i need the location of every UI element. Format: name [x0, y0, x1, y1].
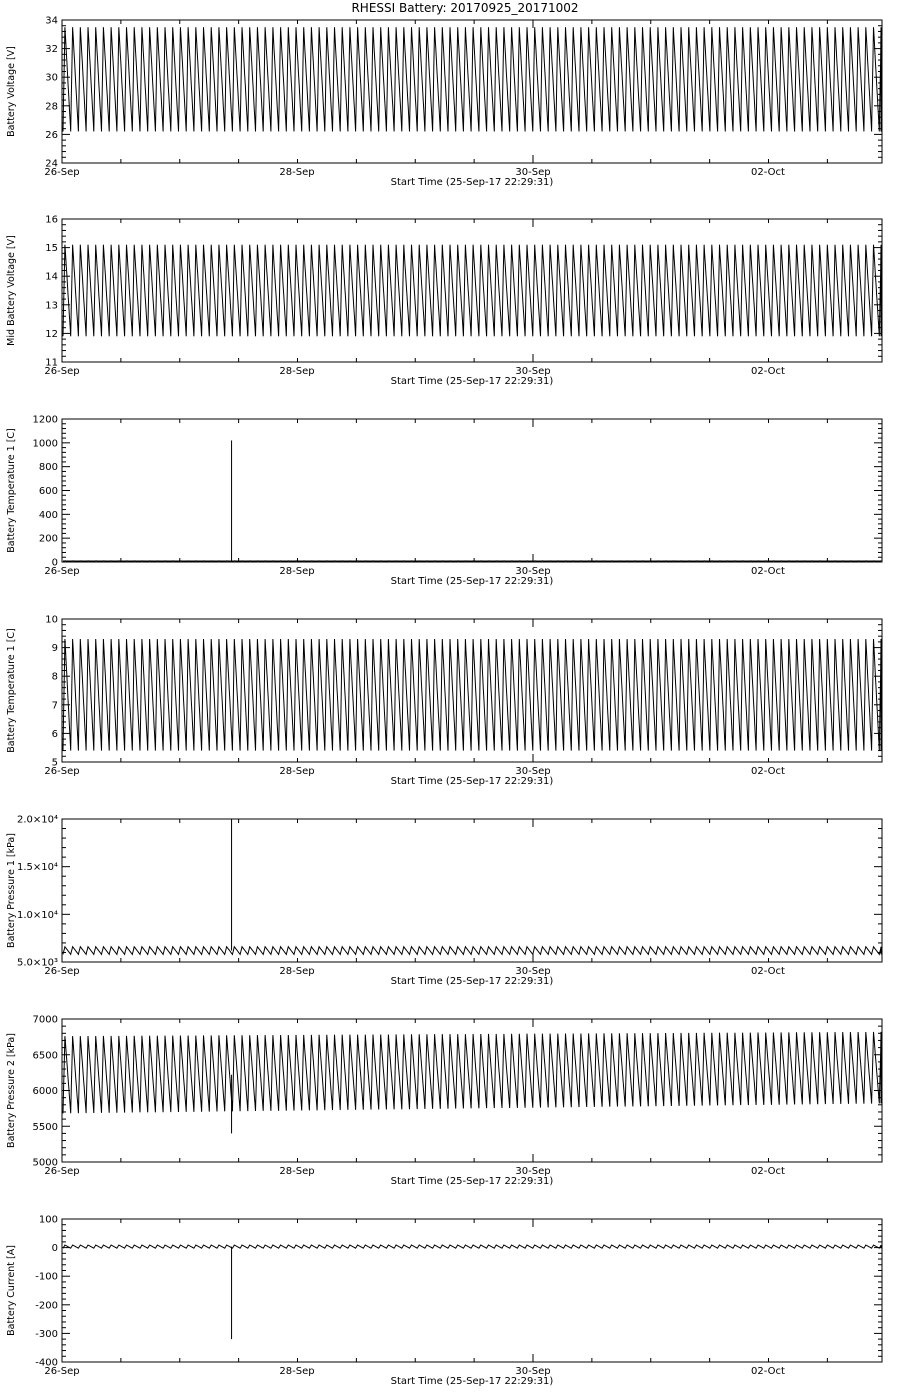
data-series-line [63, 639, 881, 751]
x-axis-label: Start Time (25-Sep-17 22:29:31) [390, 1176, 554, 1187]
panel-1 [6, 16, 882, 189]
y-axis-label: Mid Battery Voltage [V] [6, 235, 17, 346]
x-tick-label: 30-Sep [515, 966, 551, 977]
x-tick-label: 26-Sep [44, 167, 80, 178]
x-axis-label: Start Time (25-Sep-17 22:29:31) [390, 177, 554, 188]
x-axis-label: Start Time (25-Sep-17 22:29:31) [390, 576, 554, 587]
y-tick-label: 34 [45, 15, 58, 27]
y-tick-label: 2.0×10⁴ [16, 814, 58, 826]
data-series-line [63, 27, 881, 131]
y-tick-label: 6 [51, 728, 58, 740]
panel-4 [6, 615, 882, 788]
y-tick-label: 8 [51, 671, 58, 683]
x-tick-label: 30-Sep [515, 1166, 551, 1177]
x-tick-label: 28-Sep [279, 366, 315, 377]
x-axis-label: Start Time (25-Sep-17 22:29:31) [390, 976, 554, 987]
x-tick-label: 30-Sep [515, 566, 551, 577]
y-axis-label: Battery Pressure 1 [kPa] [6, 833, 17, 948]
x-tick-label: 02-Oct [751, 966, 785, 977]
x-tick-label: 02-Oct [751, 366, 785, 377]
y-tick-label: 30 [45, 72, 58, 84]
x-tick-label: 26-Sep [44, 1366, 80, 1377]
x-tick-label: 30-Sep [515, 366, 551, 377]
y-tick-label: 100 [38, 1214, 58, 1226]
x-tick-label: 26-Sep [44, 966, 80, 977]
x-tick-label: 02-Oct [751, 1366, 785, 1377]
y-tick-label: -200 [35, 1300, 58, 1312]
y-tick-label: 7 [51, 700, 58, 712]
y-tick-label: 6500 [32, 1050, 58, 1062]
y-tick-label: 24 [45, 158, 58, 170]
data-series-line [63, 1245, 881, 1248]
y-tick-label: 15 [45, 243, 58, 255]
y-tick-label: 5 [51, 757, 58, 769]
y-tick-label: 26 [45, 129, 58, 141]
y-tick-label: 5500 [32, 1121, 58, 1133]
y-tick-label: 12 [45, 328, 58, 340]
figure-title: RHESSI Battery: 20170925_20171002 [351, 1, 579, 15]
x-tick-label: 26-Sep [44, 766, 80, 777]
data-series-line [63, 245, 881, 337]
y-axis-label: Battery Pressure 2 [kPa] [6, 1033, 17, 1148]
panel-5 [6, 815, 882, 988]
y-tick-label: 10 [45, 614, 58, 626]
y-tick-label: 6000 [32, 1086, 58, 1097]
plot-frame [62, 819, 882, 962]
x-tick-label: 28-Sep [279, 1166, 315, 1177]
y-tick-label: 16 [45, 214, 58, 226]
x-tick-label: 30-Sep [515, 1366, 551, 1377]
x-tick-label: 26-Sep [44, 366, 80, 377]
x-tick-label: 28-Sep [279, 966, 315, 977]
x-tick-label: 02-Oct [751, 1166, 785, 1177]
y-tick-label: 28 [45, 101, 58, 113]
panel-2 [6, 215, 882, 388]
panel-6 [6, 1015, 882, 1188]
x-tick-label: 28-Sep [279, 1366, 315, 1377]
y-tick-label: 11 [45, 357, 58, 369]
y-tick-label: 800 [38, 462, 58, 474]
x-tick-label: 26-Sep [44, 566, 80, 577]
y-tick-label: 9 [51, 643, 58, 655]
y-axis-label: Battery Temperature 1 [C] [6, 428, 17, 553]
x-tick-label: 26-Sep [44, 1166, 80, 1177]
panel-7 [6, 1215, 882, 1388]
data-series-line [63, 947, 881, 955]
x-tick-label: 30-Sep [515, 167, 551, 178]
y-tick-label: 32 [45, 44, 58, 56]
y-tick-label: -100 [35, 1271, 58, 1283]
y-tick-label: 200 [38, 533, 58, 545]
y-axis-label: Battery Voltage [V] [6, 46, 17, 137]
y-tick-label: 0 [51, 1243, 58, 1255]
x-axis-label: Start Time (25-Sep-17 22:29:31) [390, 776, 554, 787]
plot-frame [62, 1219, 882, 1362]
y-tick-label: 1.5×10⁴ [16, 862, 58, 874]
data-series-line [63, 1032, 881, 1114]
x-tick-label: 30-Sep [515, 766, 551, 777]
y-tick-label: 5000 [32, 1157, 58, 1169]
y-tick-label: 0 [51, 557, 58, 569]
y-tick-label: 14 [45, 271, 58, 283]
plot-frame [62, 419, 882, 562]
y-tick-label: 400 [38, 509, 58, 521]
y-tick-label: 7000 [32, 1014, 58, 1026]
x-tick-label: 28-Sep [279, 566, 315, 577]
y-tick-label: 1.0×10⁴ [16, 909, 58, 921]
y-tick-label: -300 [35, 1328, 58, 1340]
y-tick-label: 5.0×10³ [16, 957, 58, 969]
x-tick-label: 02-Oct [751, 766, 785, 777]
x-tick-label: 28-Sep [279, 766, 315, 777]
x-tick-label: 28-Sep [279, 167, 315, 178]
y-tick-label: 13 [45, 300, 58, 312]
x-tick-label: 02-Oct [751, 566, 785, 577]
x-axis-label: Start Time (25-Sep-17 22:29:31) [390, 1376, 554, 1387]
x-tick-label: 02-Oct [751, 167, 785, 178]
y-tick-label: -400 [35, 1357, 58, 1369]
x-axis-label: Start Time (25-Sep-17 22:29:31) [390, 376, 554, 387]
y-tick-label: 1000 [32, 438, 58, 450]
y-axis-label: Battery Temperature 1 [C] [6, 628, 17, 753]
y-tick-label: 600 [38, 486, 58, 497]
y-tick-label: 1200 [32, 414, 58, 426]
panel-3 [6, 415, 882, 588]
y-axis-label: Battery Current [A] [6, 1245, 17, 1336]
